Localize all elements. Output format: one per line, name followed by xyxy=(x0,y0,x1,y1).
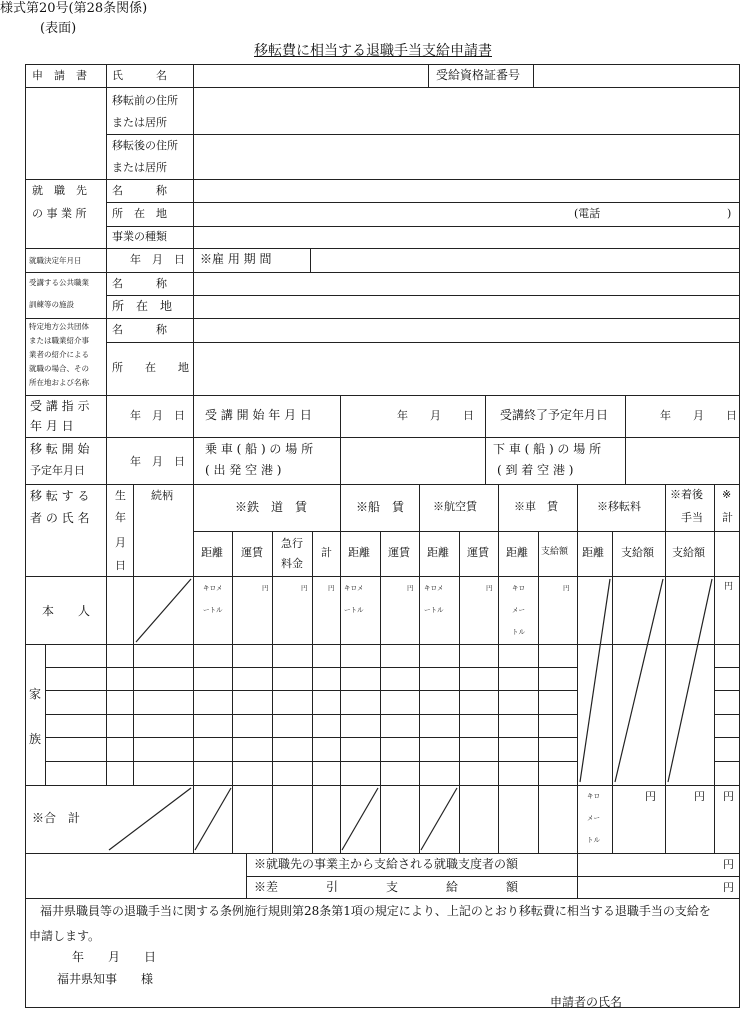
car-fare-label: ※車 賃 xyxy=(514,500,558,513)
car-distance-label: 距離 xyxy=(506,546,528,559)
course-start-label: 受 講 開 始 年 月 日 xyxy=(205,408,312,422)
allowance-label: ※就職先の事業主から支給される就職支度者の額 xyxy=(254,857,519,871)
moving-payment-label: 支給額 xyxy=(621,546,654,559)
declaration-line-1: 福井県職員等の退職手当に関する条例施行規則第28条第1項の規定により、上記のとおり移転費に相当する退職手当の支給を xyxy=(40,904,711,918)
employer-name-field[interactable] xyxy=(195,181,738,201)
car-km-label-3: トル xyxy=(512,628,525,636)
family-label-2: 族 xyxy=(29,732,42,746)
agency-label-4: 就職の場合、その xyxy=(29,364,89,373)
total-column-label-2: 計 xyxy=(722,511,733,524)
moving-fee-label: ※移転料 xyxy=(597,500,641,513)
addr-before-label-1: 移転前の住所 xyxy=(112,94,178,107)
total-column-label-1: ※ xyxy=(722,488,732,501)
agency-label-3: 業者の紹介による xyxy=(29,350,89,359)
family-label-1: 家 xyxy=(29,687,42,701)
training-name-label: 名 称 xyxy=(112,277,167,290)
training-name-field[interactable] xyxy=(195,274,738,294)
allowance-yen: 円 xyxy=(723,858,734,871)
boarding-place-field[interactable] xyxy=(342,439,484,483)
decision-date: 年 月 日 xyxy=(130,253,185,266)
cert-number-field[interactable] xyxy=(535,66,738,86)
training-label-2: 訓練等の施設 xyxy=(29,300,74,309)
declaration-line-2: 申請します。 xyxy=(29,929,101,943)
arrival-allowance-label-1: ※着後 xyxy=(670,488,703,501)
phone-open: (電話 xyxy=(574,207,601,220)
employer-label-1: 就 職 先 xyxy=(32,184,87,197)
name-label: 氏 名 xyxy=(112,69,167,82)
air-km-label-1: キロメ xyxy=(424,584,444,592)
course-end-date: 年 月 日 xyxy=(660,409,737,422)
phone-close: ) xyxy=(727,207,732,220)
move-start-label-1: 移 転 開 始 xyxy=(30,442,90,456)
express-fee-label-2: 料金 xyxy=(281,557,303,570)
ship-km-label-2: ートル xyxy=(344,606,364,614)
car-payment-label: 支給額 xyxy=(541,547,569,557)
employer-label-2: の 事 業 所 xyxy=(32,207,87,220)
employer-location-label: 所 在 地 xyxy=(112,207,167,220)
addr-after-field[interactable] xyxy=(195,136,738,178)
boarding-label-1: 乗 車 ( 船 ) の 場 所 xyxy=(205,442,314,456)
agency-label-2: または職業紹介事 xyxy=(29,336,89,345)
birth-label-2: 年 xyxy=(115,511,126,524)
sum-arrival-yen: 円 xyxy=(694,790,705,803)
applicant-signature-field[interactable] xyxy=(625,990,737,1006)
employment-period-field[interactable] xyxy=(312,250,738,271)
side-label: (表面) xyxy=(40,21,77,36)
form-number: 様式第20号(第28条関係) xyxy=(0,1,148,16)
rail-fare-label: ※鉄 道 賃 xyxy=(235,500,308,514)
agency-label-5: 所在地および名称 xyxy=(29,378,89,387)
move-start-date: 年 月 日 xyxy=(130,455,185,468)
move-start-label-2: 予定年月日 xyxy=(30,464,85,477)
training-location-field[interactable] xyxy=(195,297,738,317)
birth-label-4: 日 xyxy=(115,559,126,572)
applicant-label: 申 請 書 xyxy=(32,69,87,82)
rail-total-yen: 円 xyxy=(328,584,335,592)
alighting-place-field[interactable] xyxy=(627,439,738,483)
rail-distance-label: 距離 xyxy=(201,546,223,559)
sum-total-yen: 円 xyxy=(723,790,734,803)
course-instruction-label-2: 年 月 日 xyxy=(30,419,74,433)
birth-label-1: 生 xyxy=(115,489,126,502)
rail-km-label-2: ートル xyxy=(203,606,223,614)
page-title: 移転費に相当する退職手当支給申請書 xyxy=(254,43,492,59)
rail-km-label-1: キロメ xyxy=(203,584,223,592)
car-yen: 円 xyxy=(563,584,570,592)
agency-name-field[interactable] xyxy=(195,320,738,341)
ship-fare-sub-label: 運賃 xyxy=(388,546,410,559)
declaration-date: 年 月 日 xyxy=(72,950,157,964)
self-row-label: 本 人 xyxy=(42,604,91,618)
allowance-amount-field[interactable] xyxy=(579,855,717,875)
express-fee-label-1: 急行 xyxy=(281,537,303,550)
sum-km-label-3: トル xyxy=(587,836,600,844)
agency-label-1: 特定地方公共団体 xyxy=(29,322,89,331)
agency-name-label: 名 称 xyxy=(112,323,167,336)
addr-before-label-2: または居所 xyxy=(112,116,167,129)
sum-row-label: ※合 計 xyxy=(32,811,81,825)
self-total-yen: 円 xyxy=(724,582,734,592)
agency-location-field[interactable] xyxy=(195,344,738,394)
ship-km-label-1: キロメ xyxy=(344,584,364,592)
air-distance-label: 距離 xyxy=(427,546,449,559)
training-location-label: 所 在 地 xyxy=(112,299,173,313)
arrival-allowance-label-2: 手当 xyxy=(681,511,703,524)
difference-amount-field[interactable] xyxy=(579,878,717,897)
addressee: 福井県知事 様 xyxy=(57,972,154,986)
moving-distance-label: 距離 xyxy=(582,546,604,559)
employer-name-label: 名 称 xyxy=(112,184,167,197)
boarding-label-2: ( 出 発 空 港 ) xyxy=(205,463,282,477)
employment-period-label: ※雇 用 期 間 xyxy=(200,252,272,266)
arrival-payment-label: 支給額 xyxy=(672,546,705,559)
applicant-signature-label: 申請者の氏名 xyxy=(550,995,623,1009)
sum-moving-yen: 円 xyxy=(645,790,656,803)
alighting-label-1: 下 車 ( 船 ) の 場 所 xyxy=(493,442,602,456)
business-type-field[interactable] xyxy=(195,228,738,247)
difference-label: ※差 引 支 給 額 xyxy=(254,880,519,894)
decision-date-label: 就職決定年月日 xyxy=(29,256,82,265)
air-fare-label: ※航空賃 xyxy=(433,500,477,513)
alighting-label-2: ( 到 着 空 港 ) xyxy=(497,463,574,477)
business-type-label: 事業の種類 xyxy=(112,230,167,243)
mover-label-2: 者 の 氏 名 xyxy=(30,511,90,525)
rail-fare-sub-label: 運賃 xyxy=(241,546,263,559)
sum-km-label-1: キロ xyxy=(587,792,600,800)
course-start-date: 年 月 日 xyxy=(397,409,474,422)
air-fare-sub-label: 運賃 xyxy=(467,546,489,559)
course-instruction-label-1: 受 講 指 示 xyxy=(30,399,90,413)
rail-yen: 円 xyxy=(262,584,269,592)
rail-subtotal-label: 計 xyxy=(321,546,332,559)
employer-location-field[interactable] xyxy=(195,204,565,225)
mover-label-1: 移 転 す る xyxy=(30,489,90,503)
car-km-label-1: キロ xyxy=(512,584,525,592)
difference-yen: 円 xyxy=(723,881,734,894)
training-label-1: 受講する公共職業 xyxy=(29,278,89,287)
course-end-label: 受講終了予定年月日 xyxy=(500,408,609,422)
addr-before-field[interactable] xyxy=(195,89,738,133)
car-km-label-2: メー xyxy=(512,606,525,614)
sum-km-label-2: メー xyxy=(587,814,600,822)
express-yen: 円 xyxy=(301,584,308,592)
addr-after-label-2: または居所 xyxy=(112,161,167,174)
applicant-name-field[interactable] xyxy=(195,66,427,86)
air-km-label-2: ートル xyxy=(424,606,444,614)
birth-label-3: 月 xyxy=(115,536,126,549)
ship-yen: 円 xyxy=(407,584,414,592)
ship-fare-label: ※船 賃 xyxy=(356,500,405,514)
relation-label: 続柄 xyxy=(151,489,173,502)
air-yen: 円 xyxy=(486,584,493,592)
ship-distance-label: 距離 xyxy=(348,546,370,559)
cert-number-label: 受給資格証番号 xyxy=(436,68,521,82)
addr-after-label-1: 移転後の住所 xyxy=(112,139,178,152)
agency-location-label: 所 在 地 xyxy=(112,361,189,374)
course-instruction-date: 年 月 日 xyxy=(130,409,185,422)
